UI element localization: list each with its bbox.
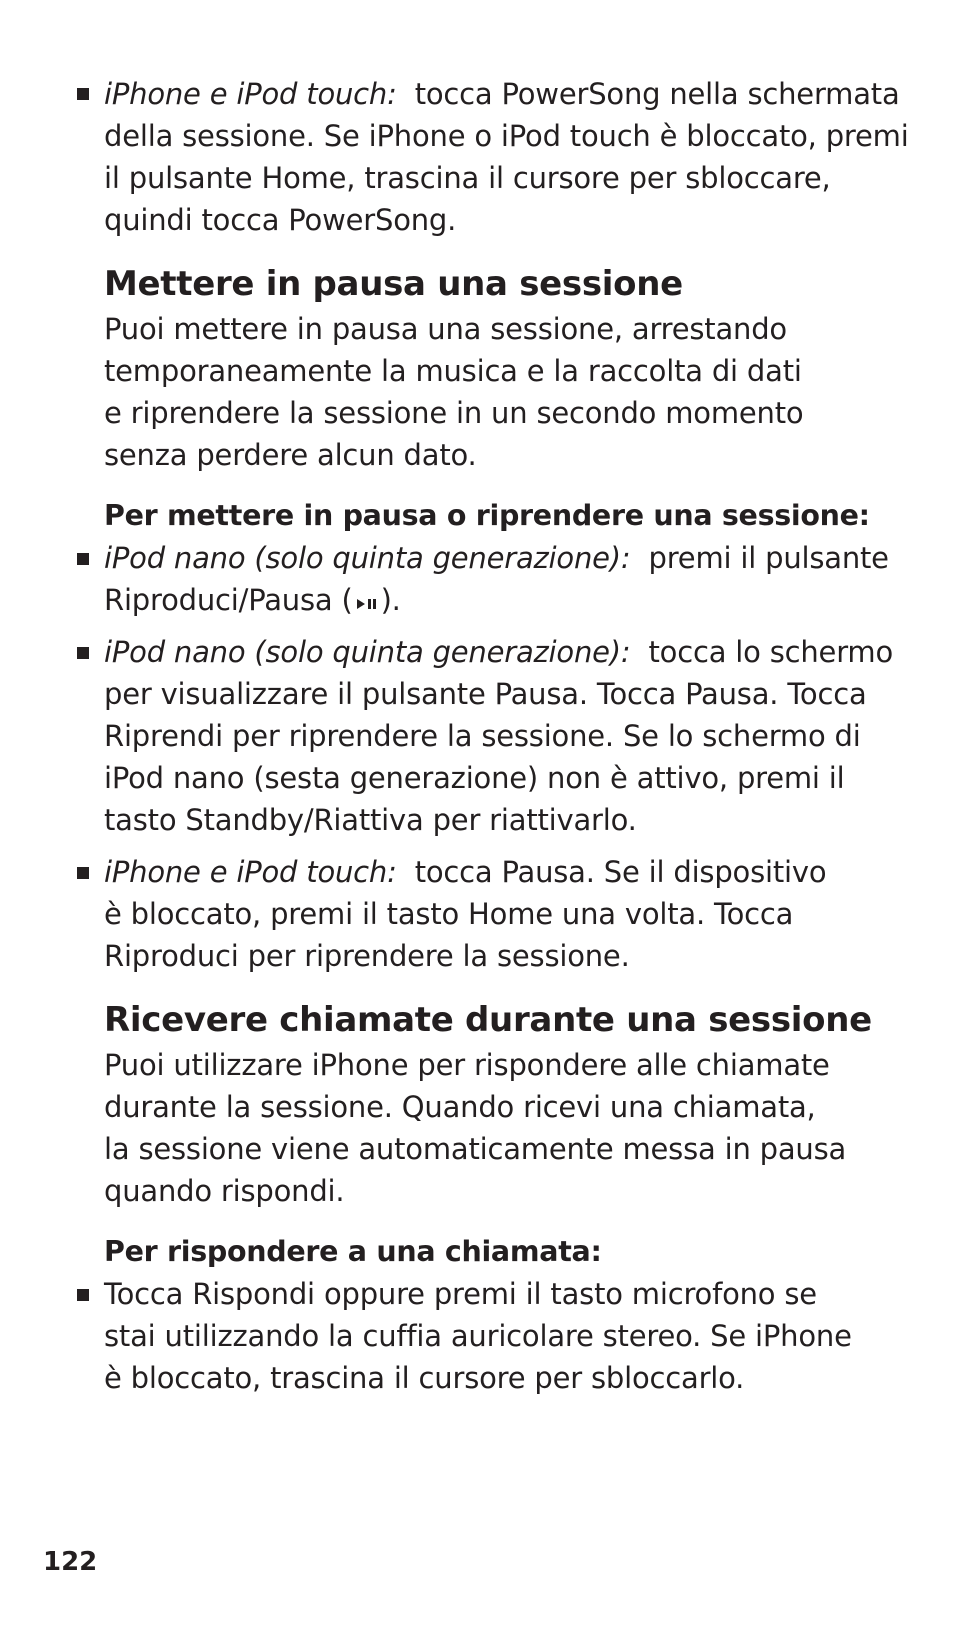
text-line: per visualizzare il pulsante Pausa. Tocca Pausa. Tocca	[104, 677, 867, 711]
bullet-text: tocca PowerSong nella schermata	[414, 77, 900, 111]
procedure-heading: Per mettere in pausa o riprendere una sessione:	[104, 499, 870, 532]
bullet-square-icon	[77, 1289, 89, 1301]
text-line: della sessione. Se iPhone o iPod touch è bloccato, premi	[104, 119, 909, 153]
bullet-square-icon	[77, 88, 89, 100]
text-line: stai utilizzando la cuffia auricolare stereo. Se iPhone	[104, 1319, 852, 1353]
text-line: iPod nano (sesta generazione) non è attivo, premi il	[104, 761, 845, 795]
text-line	[104, 536, 889, 580]
paragraph-line: quando rispondi.	[104, 1174, 345, 1208]
text-line: Riproduci per riprendere la sessione.	[104, 939, 630, 973]
bullet-label: iPhone e iPod touch:	[104, 855, 397, 889]
text-line: quindi tocca PowerSong.	[104, 203, 457, 237]
bullet-text: tocca Pausa. Se il dispositivo	[414, 855, 827, 889]
bullet-label: iPhone e iPod touch:	[104, 77, 397, 111]
paragraph-line: Puoi mettere in pausa una sessione, arrestando	[104, 312, 787, 346]
procedure-heading: Per rispondere a una chiamata:	[104, 1235, 602, 1268]
bullet-label: iPod nano (solo quinta generazione):	[104, 541, 631, 575]
bullet-square-icon	[77, 867, 89, 879]
text-line	[104, 578, 401, 624]
bullet-square-icon	[77, 553, 89, 565]
bullet-text: ).	[380, 583, 401, 617]
bullet-text: tocca lo schermo	[648, 635, 894, 669]
text-line: il pulsante Home, trascina il cursore per sbloccare,	[104, 161, 831, 195]
text-line: Riprendi per riprendere la sessione. Se lo schermo di	[104, 719, 861, 753]
text-line	[104, 630, 893, 674]
paragraph-line: la sessione viene automaticamente messa in pausa	[104, 1132, 847, 1166]
text-line: è bloccato, premi il tasto Home una volta. Tocca	[104, 897, 794, 931]
paragraph-line: durante la sessione. Quando ricevi una chiamata,	[104, 1090, 816, 1124]
text-line	[104, 850, 826, 894]
page-number: 122	[43, 1547, 98, 1577]
paragraph-line: temporaneamente la musica e la raccolta di dati	[104, 354, 802, 388]
paragraph-line: Puoi utilizzare iPhone per rispondere alle chiamate	[104, 1048, 830, 1082]
paragraph-line: e riprendere la sessione in un secondo momento	[104, 396, 804, 430]
play-pause-icon	[355, 580, 379, 624]
bullet-square-icon	[77, 647, 89, 659]
text-line: tasto Standby/Riattiva per riattivarlo.	[104, 803, 637, 837]
text-line: Tocca Rispondi oppure premi il tasto microfono se	[104, 1277, 817, 1311]
bullet-text: premi il pulsante	[648, 541, 889, 575]
bullet-label: iPod nano (solo quinta generazione):	[104, 635, 631, 669]
section-heading: Mettere in pausa una sessione	[104, 264, 683, 304]
text-line: è bloccato, trascina il cursore per sbloccarlo.	[104, 1361, 745, 1395]
text-line	[104, 72, 900, 116]
section-heading: Ricevere chiamate durante una sessione	[104, 1000, 872, 1040]
paragraph-line: senza perdere alcun dato.	[104, 438, 477, 472]
bullet-text: Riproduci/Pausa (	[104, 583, 353, 617]
